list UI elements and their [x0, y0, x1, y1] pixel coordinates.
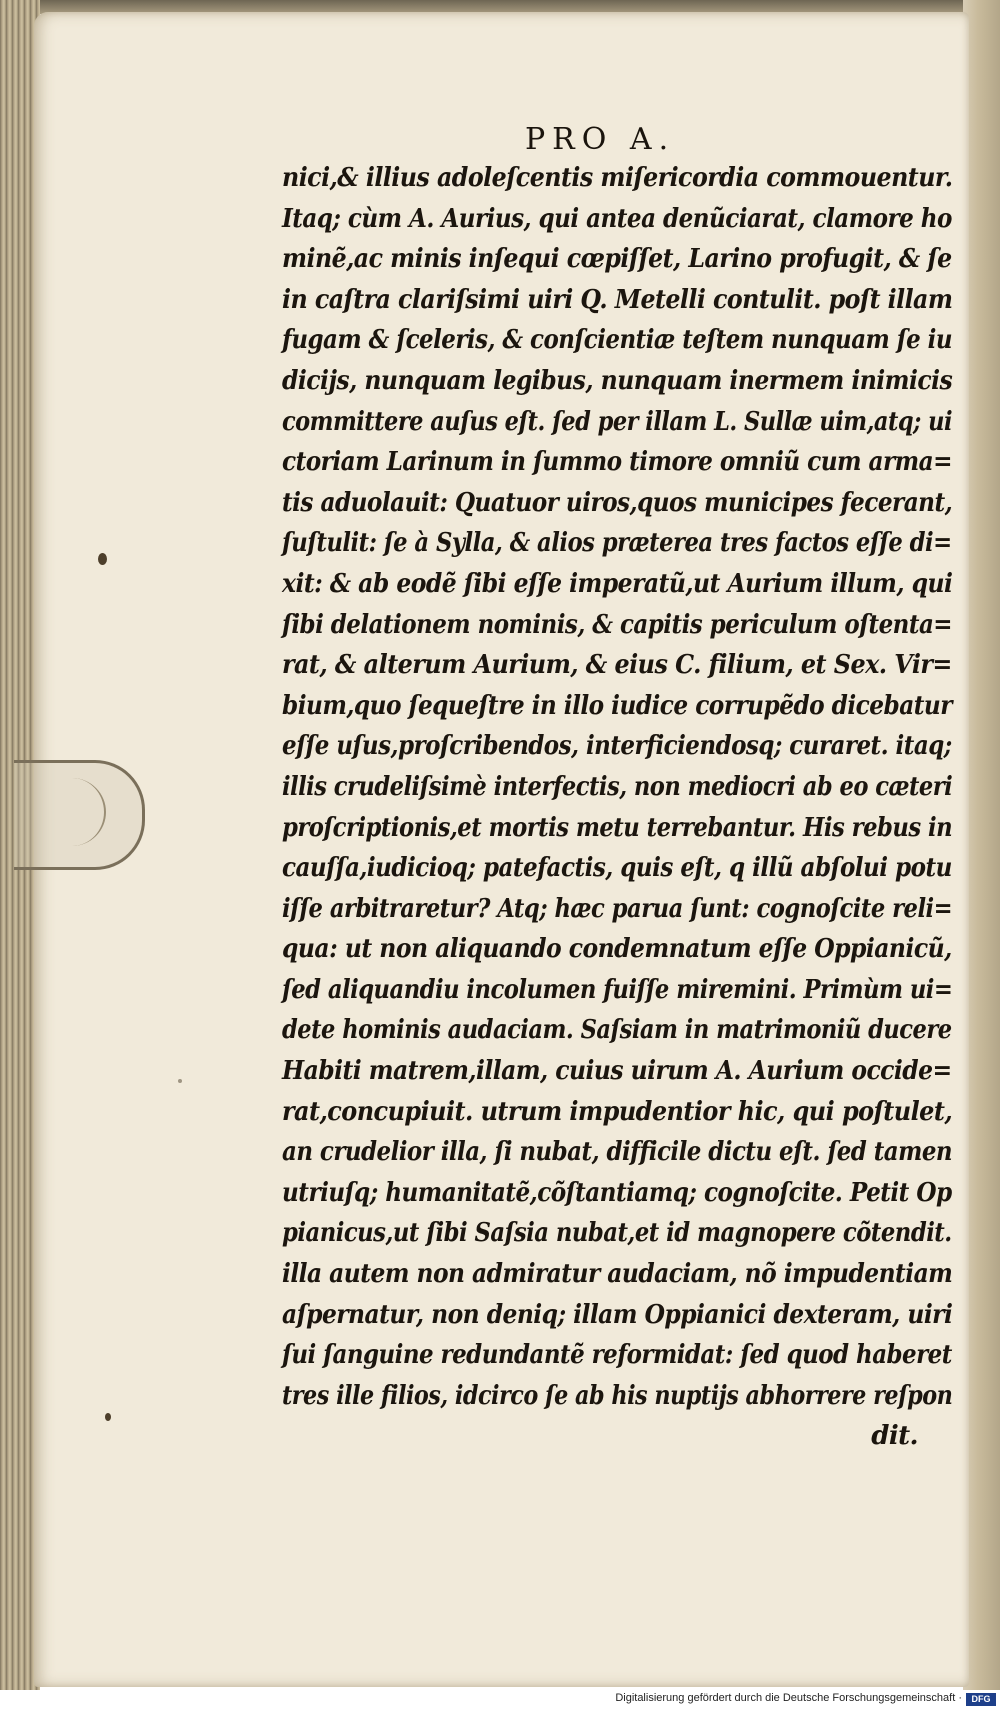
page-header: PRO A. [525, 122, 676, 157]
text-line: qua: ut non aliquando condemnatum eſſe Oppianicũ, [282, 934, 952, 965]
text-line: minẽ,ac minis inſequi cœpiſſet, Larino profugit, & ſe [282, 244, 952, 275]
text-line: ctoriam Larinum in ſummo timore omniũ cum arma= [282, 447, 953, 478]
text-line: an crudelior illa, ſi nubat, difficile dictu eſt. ſed tamen [282, 1137, 953, 1168]
ink-spot [105, 1413, 111, 1421]
text-line: ſui ſanguine redundantẽ reformidat: ſed quod haberet [282, 1340, 952, 1371]
text-line: eſſe uſus,proſcribendos, interficiendosq; curaret. itaq; [282, 731, 952, 762]
text-line: ſuſtulit: ſe à Sylla, & alios præterea tres factos eſſe di= [282, 528, 952, 559]
text-line: ſed aliquandiu incolumen fuiſſe miremini. Primùm ui= [282, 974, 953, 1005]
text-line: xit: & ab eodẽ ſibi eſſe imperatũ,ut Aurium illum, qui [282, 568, 953, 599]
page-clip-inner [14, 778, 106, 846]
text-line: dete hominis audaciam. Saſsiam in matrimoniũ ducere [282, 1015, 952, 1046]
text-line: bium,quo ſequeſtre in illo iudice corrupẽdo dicebatur [282, 690, 952, 721]
dfg-logo[interactable]: DFG [966, 1693, 996, 1706]
text-line: proſcriptionis,et mortis metu terrebantur. His rebus in [282, 812, 953, 843]
text-line: nici,& illius adoleſcentis miſericordia commouentur. [282, 163, 953, 193]
funding-notice: Digitalisierung gefördert durch die Deutsche Forschungsgemeinschaft · [615, 1692, 962, 1704]
ink-spot [98, 553, 107, 565]
catchword: dit. [871, 1421, 918, 1452]
text-line: fugam & ſceleris, & conſcientiæ teſtem nunquam ſe iu [282, 325, 952, 356]
text-line: aſpernatur, non deniq; illam Oppianici dexteram, uiri [282, 1299, 953, 1330]
text-line: in caſtra clariſsimi uiri Q. Metelli contulit. poſt illam [282, 284, 953, 315]
text-line: dicijs, nunquam legibus, nunquam inermem inimicis [282, 365, 953, 396]
text-line: tres ille filios, idcirco ſe ab his nuptijs abhorrere reſpon [282, 1380, 953, 1411]
text-line: utriuſq; humanitatẽ,cõſtantiamq; cognoſcite. Petit Op [282, 1177, 952, 1208]
text-line: tis aduolauit: Quatuor uiros,quos municipes fecerant, [282, 487, 953, 518]
text-line: ſibi delationem nominis, & capitis periculum oſtenta= [282, 609, 953, 640]
text-line: rat,concupiuit. utrum impudentior hic, qui poſtulet, [282, 1096, 953, 1127]
text-line: committere auſus eſt. ſed per illam L. Sullæ uim,atq; ui [282, 406, 953, 437]
text-line: illa autem non admiratur audaciam, nõ impudentiam [282, 1259, 953, 1290]
text-line: iſſe arbitraretur? Atq; hæc parua ſunt: cognoſcite reli= [282, 893, 953, 924]
text-line: pianicus,ut ſibi Saſsia nubat,et id magnopere cõtendit. [282, 1218, 952, 1249]
body-text [282, 158, 953, 1457]
text-line: cauſſa,iudicioq; patefactis, quis eſt, q illũ abſolui potu [282, 853, 952, 884]
ink-spot [178, 1079, 182, 1083]
text-line: illis crudeliſsimè interfectis, non mediocri ab eo cæteri [282, 771, 953, 802]
text-line: rat, & alterum Aurium, & eius C. filium, et Sex. Vir= [282, 650, 952, 681]
text-line: Habiti matrem,illam, cuius uirum A. Aurium occide= [282, 1056, 952, 1087]
text-line: Itaq; cùm A. Aurius, qui antea denũciarat, clamore ho [282, 203, 952, 234]
footer-bar [0, 1690, 1000, 1710]
